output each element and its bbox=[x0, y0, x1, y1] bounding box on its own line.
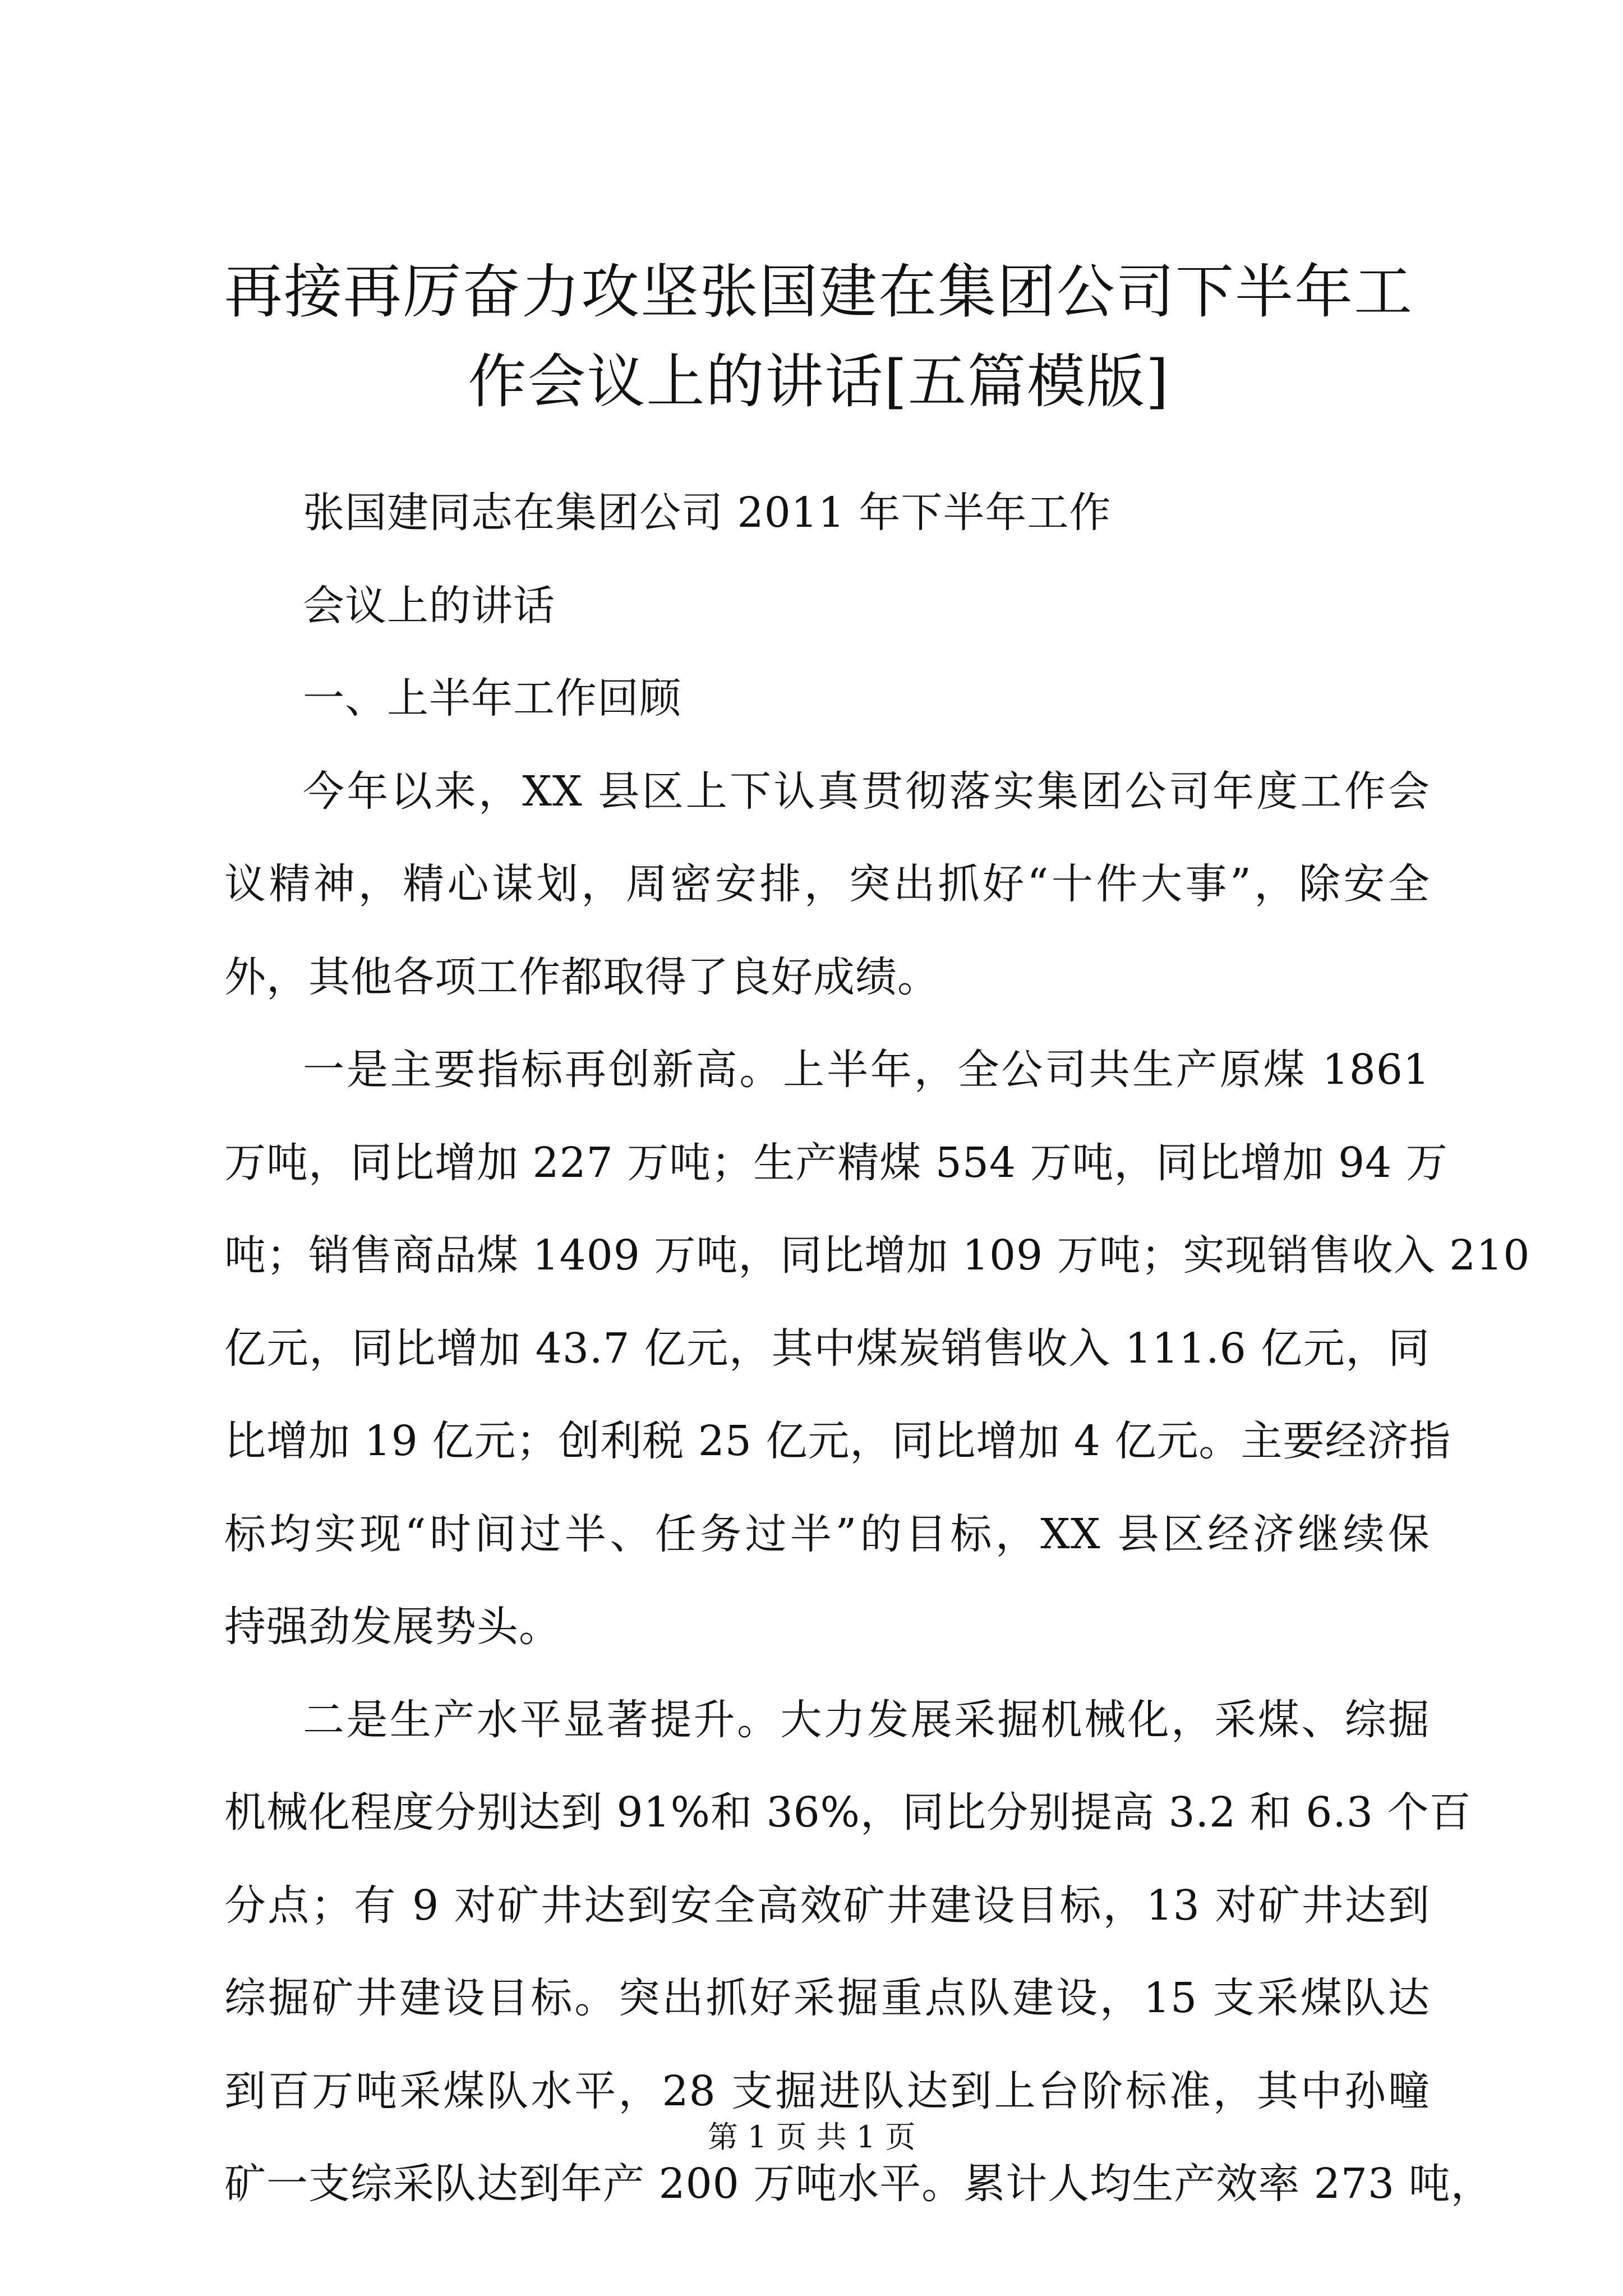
title-line: 再接再厉奋力攻坚张国建在集团公司下半年工 bbox=[224, 257, 1413, 326]
paragraph-line: 今年以来，XX 县区上下认真贯彻落实集团公司年度工作会 bbox=[303, 767, 1430, 816]
paragraph-line: 持强劲发展势头。 bbox=[224, 1603, 561, 1651]
document-title bbox=[202, 247, 1436, 426]
subtitle-line: 张国建同志在集团公司 2011 年下半年工作 bbox=[303, 489, 1112, 537]
page-footer: 第 1 页 共 1 页 bbox=[707, 2119, 916, 2155]
paragraph-line: 议精神，精心谋划，周密安排，突出抓好“十件大事”，除安全 bbox=[224, 860, 1430, 908]
paragraph-line: 外，其他各项工作都取得了良好成绩。 bbox=[224, 953, 939, 1001]
paragraph-line: 一是主要指标再创新高。上半年，全公司共生产原煤 1861 bbox=[303, 1046, 1430, 1094]
paragraph-line: 万吨，同比增加 227 万吨；生产精煤 554 万吨，同比增加 94 万 bbox=[224, 1138, 1448, 1187]
document-body bbox=[224, 467, 1530, 2231]
paragraph-line: 矿一支综采队达到年产 200 万吨水平。累计人均生产效率 273 吨， bbox=[224, 2160, 1493, 2208]
paragraph-line: 比增加 19 亿元；创利税 25 亿元，同比增加 4 亿元。主要经济指 bbox=[224, 1417, 1451, 1465]
subtitle-line: 会议上的讲话 bbox=[303, 581, 555, 630]
paragraph-line: 到百万吨采煤队水平，28 支掘进队达到上台阶标准，其中孙疃 bbox=[224, 2067, 1430, 2115]
paragraph-line: 吨；销售商品煤 1409 万吨，同比增加 109 万吨；实现销售收入 210 bbox=[224, 1231, 1530, 1280]
paragraph-line: 分点；有 9 对矿井达到安全高效矿井建设目标，13 对矿井达到 bbox=[224, 1881, 1430, 1930]
paragraph-line: 亿元，同比增加 43.7 亿元，其中煤炭销售收入 111.6 亿元，同 bbox=[224, 1324, 1430, 1373]
section-heading: 一、上半年工作回顾 bbox=[303, 674, 681, 723]
paragraph-line: 标均实现“时间过半、任务过半”的目标，XX 县区经济继续保 bbox=[224, 1510, 1430, 1558]
title-line: 作会议上的讲话[五篇模版] bbox=[468, 347, 1170, 416]
paragraph-line: 综掘矿井建设目标。突出抓好采掘重点队建设，15 支采煤队达 bbox=[224, 1974, 1430, 2022]
paragraph-line: 二是生产水平显著提升。大力发展采掘机械化，采煤、综掘 bbox=[303, 1695, 1430, 1744]
paragraph-line: 机械化程度分别达到 91%和 36%，同比分别提高 3.2 和 6.3 个百 bbox=[224, 1788, 1472, 1837]
